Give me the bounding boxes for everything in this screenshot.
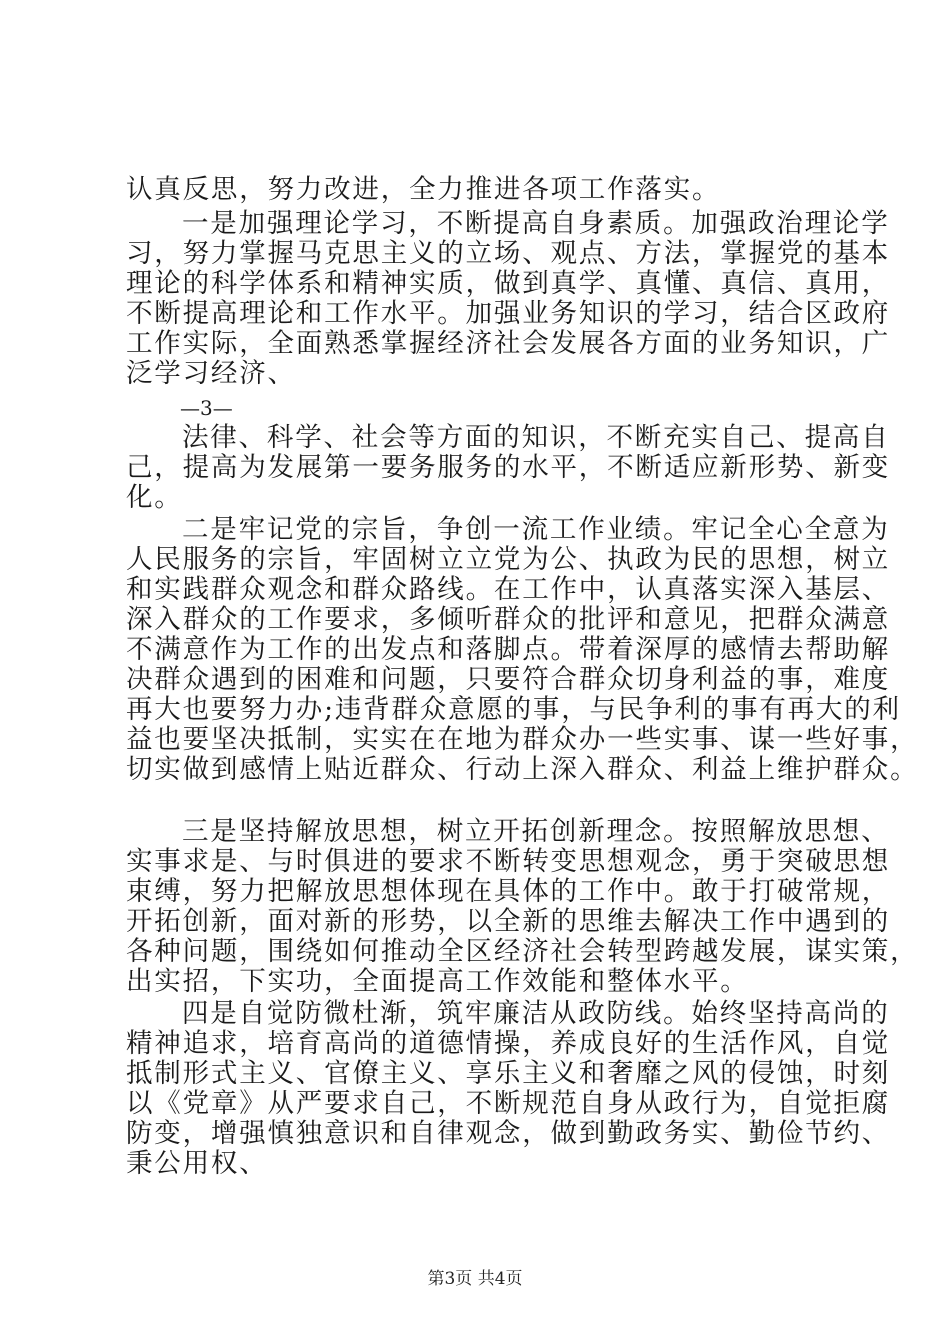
- paragraph-line: 益也要坚决抵制，实实在在地为群众办一些实事、谋一些好事，: [126, 724, 919, 755]
- paragraph-line: 一是加强理论学习，不断提高自身素质。加强政治理论学: [182, 208, 890, 239]
- paragraph-line: 习，努力掌握马克思主义的立场、观点、方法，掌握党的基本: [126, 238, 891, 269]
- paragraph-line: 人民服务的宗旨，牢固树立立党为公、执政为民的思想，树立: [126, 544, 891, 575]
- paragraph-line: 实事求是、与时俱进的要求不断转变思想观念，勇于突破思想: [126, 846, 891, 877]
- paragraph-line: 化。: [126, 482, 183, 513]
- paragraph-line: 不断提高理论和工作水平。加强业务知识的学习，结合区政府: [126, 298, 891, 329]
- paragraph-line: 束缚，努力把解放思想体现在具体的工作中。敢于打破常规，: [126, 876, 891, 907]
- page-number-mark: —3—: [180, 396, 233, 420]
- paragraph-line: 各种问题，围绕如何推动全区经济社会转型跨越发展，谋实策，: [126, 936, 919, 967]
- paragraph-line: 开拓创新，面对新的形势，以全新的思维去解决工作中遇到的: [126, 906, 891, 937]
- paragraph-line: 决群众遇到的困难和问题，只要符合群众切身利益的事，难度: [126, 664, 891, 695]
- paragraph-line: 秉公用权、: [126, 1148, 268, 1179]
- paragraph-line: 和实践群众观念和群众路线。在工作中，认真落实深入基层、: [126, 574, 891, 605]
- paragraph-line: 四是自觉防微杜渐，筑牢廉洁从政防线。始终坚持高尚的: [182, 998, 890, 1029]
- paragraph-line: 出实招，下实功，全面提高工作效能和整体水平。: [126, 966, 749, 997]
- paragraph-line: 防变，增强慎独意识和自律观念，做到勤政务实、勤俭节约、: [126, 1118, 891, 1149]
- paragraph-line: 认真反思，努力改进，全力推进各项工作落实。: [126, 174, 721, 205]
- paragraph-line: 工作实际，全面熟悉掌握经济社会发展各方面的业务知识，广: [126, 328, 891, 359]
- paragraph-line: 不满意作为工作的出发点和落脚点。带着深厚的感情去帮助解: [126, 634, 891, 665]
- paragraph-line: 深入群众的工作要求，多倾听群众的批评和意见，把群众满意: [126, 604, 891, 635]
- paragraph-line: 二是牢记党的宗旨，争创一流工作业绩。牢记全心全意为: [182, 514, 890, 545]
- paragraph-line: 切实做到感情上贴近群众、行动上深入群众、利益上维护群众。: [126, 754, 919, 785]
- paragraph-line: 己，提高为发展第一要务服务的水平，不断适应新形势、新变: [126, 452, 891, 483]
- paragraph-line: 抵制形式主义、官僚主义、享乐主义和奢靡之风的侵蚀，时刻: [126, 1058, 891, 1089]
- paragraph-line: 理论的科学体系和精神实质，做到真学、真懂、真信、真用，: [126, 268, 891, 299]
- paragraph-line: 泛学习经济、: [126, 358, 296, 389]
- paragraph-line: 法律、科学、社会等方面的知识，不断充实自己、提高自: [182, 422, 890, 453]
- page-footer: 第3页 共4页: [427, 1269, 523, 1289]
- paragraph-line: 以《党章》从严要求自己，不断规范自身从政行为，自觉拒腐: [126, 1088, 891, 1119]
- paragraph-line: 精神追求，培育高尚的道德情操，养成良好的生活作风，自觉: [126, 1028, 891, 1059]
- paragraph-line: 三是坚持解放思想，树立开拓创新理念。按照解放思想、: [182, 816, 890, 847]
- paragraph-line: 再大也要努力办;违背群众意愿的事，与民争利的事有再大的利: [126, 694, 901, 725]
